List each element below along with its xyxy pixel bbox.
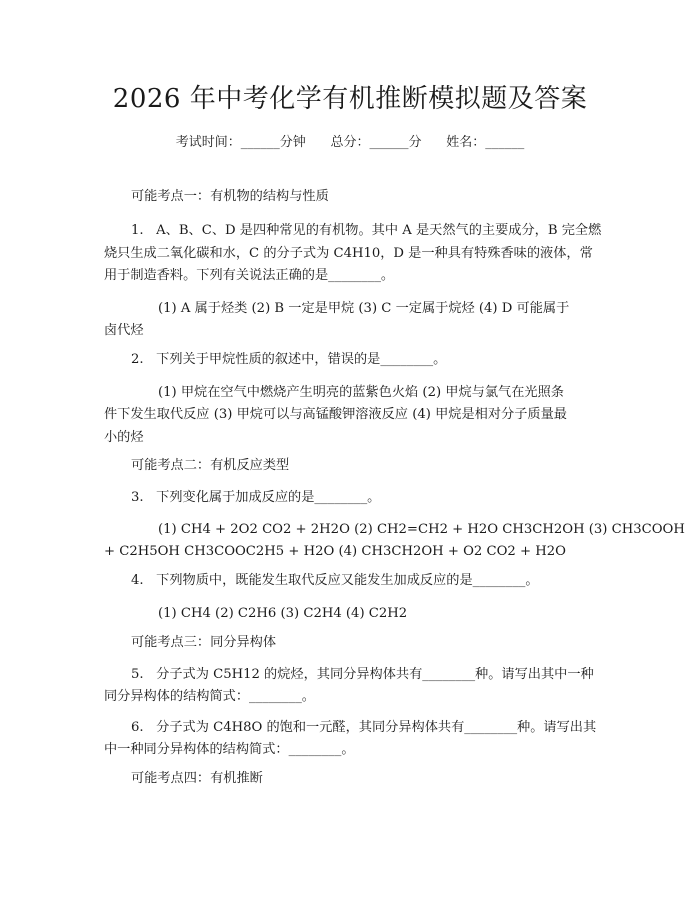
page-title: 2026 年中考化学有机推断模拟题及答案 [112, 84, 588, 114]
question-text: 用于制造香料。下列有关说法正确的是________。 [104, 268, 395, 283]
section-heading: 可能考点二：有机反应类型 [131, 458, 290, 473]
section-heading: 可能考点三：同分异构体 [131, 635, 277, 650]
question-text: 4. 下列物质中，既能发生取代反应又能发生加成反应的是________。 [131, 573, 539, 588]
question-text: 同分异构体的结构简式：________。 [104, 689, 315, 704]
question-text: 3. 下列变化属于加成反应的是________。 [131, 490, 381, 505]
section-heading: 可能考点四：有机推断 [131, 771, 263, 786]
exam-info: 考试时间：______分钟 总分：______分 姓名：______ [175, 135, 525, 150]
question-text: 中一种同分异构体的结构简式：________。 [104, 742, 355, 757]
question-text: 5. 分子式为 C5H12 的烷烃，其同分异构体共有________种。请写出其中一种 [131, 667, 594, 682]
question-text: 6. 分子式为 C4H8O 的饱和一元醛，其同分异构体共有________种。请写出其 [131, 720, 597, 735]
question-options: (1) CH4 (2) C2H6 (3) C2H4 (4) C2H2 [158, 606, 408, 621]
section-heading: 可能考点一：有机物的结构与性质 [131, 189, 329, 204]
question-options: 小的烃 [104, 430, 144, 445]
question-options: + C2H5OH CH3COOC2H5 + H2O (4) CH3CH2OH + O2 CO2 + H2O [104, 544, 566, 559]
question-options: (1) 甲烷在空气中燃烧产生明亮的蓝紫色火焰 (2) 甲烷与氯气在光照条 [158, 385, 564, 400]
question-options: 件下发生取代反应 (3) 甲烷可以与高锰酸钾溶液反应 (4) 甲烷是相对分子质量最 [104, 407, 567, 422]
question-options: (1) CH4 + 2O2 CO2 + 2H2O (2) CH2=CH2 + H2O CH3CH2OH (3) CH3COOH [158, 522, 685, 537]
question-text: 2. 下列关于甲烷性质的叙述中，错误的是________。 [131, 352, 447, 367]
question-text: 烧只生成二氧化碳和水，C 的分子式为 C4H10，D 是一种具有特殊香味的液体，常 [104, 246, 593, 261]
question-text: 1. A、B、C、D 是四种常见的有机物。其中 A 是天然气的主要成分，B 完全燃 [131, 223, 602, 238]
question-options: (1) A 属于烃类 (2) B 一定是甲烷 (3) C 一定属于烷烃 (4) D 可能属于 [158, 301, 570, 316]
question-options: 卤代烃 [104, 323, 144, 338]
